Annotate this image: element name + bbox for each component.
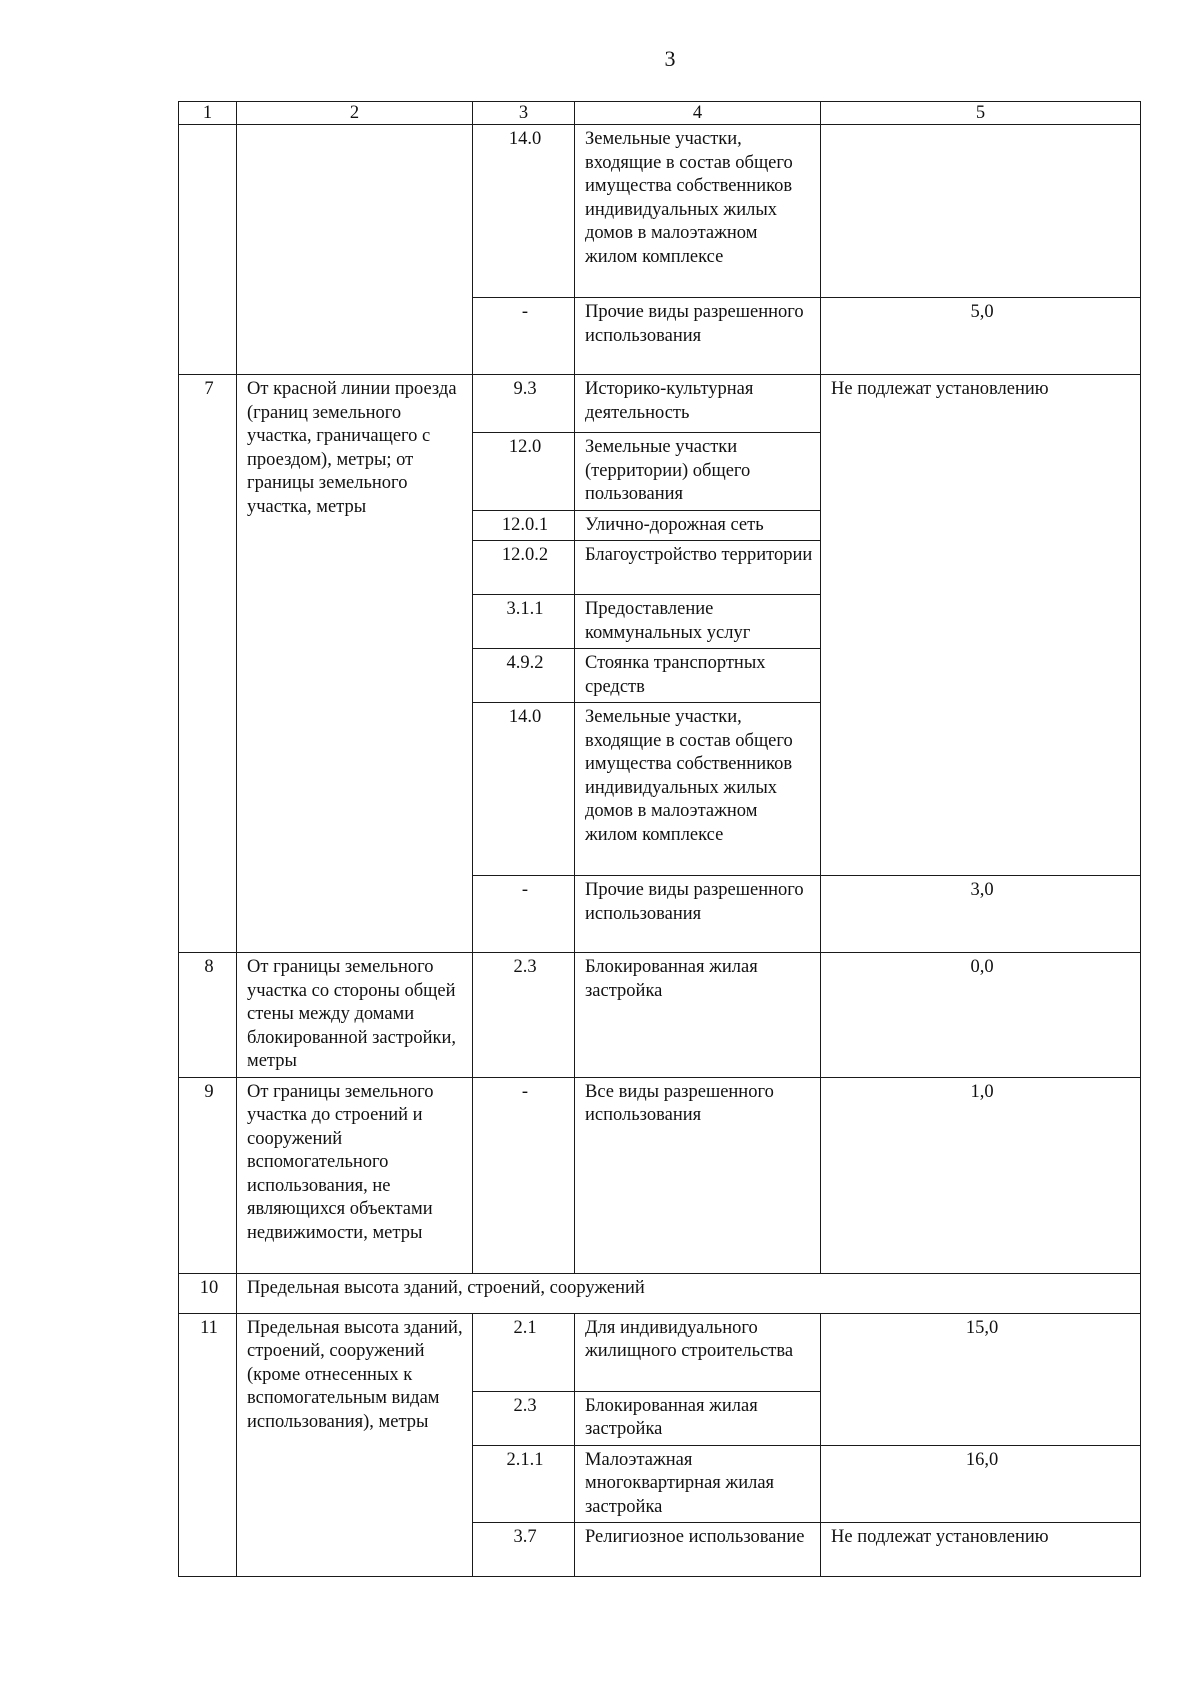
value-cell: 5,0 bbox=[821, 298, 1141, 375]
parameter-cell: От красной линии проезда (границ земельного участка, граничащего с проездом), метры; от границы земельного участка, метры bbox=[237, 375, 473, 953]
regulations-table bbox=[178, 101, 1141, 1577]
header-col-1: 1 bbox=[179, 102, 237, 125]
use-code: 2.3 bbox=[473, 953, 575, 1078]
use-name: Земельные участки, входящие в состав общего имущества собственников индивидуальных жилых домов в малоэтажном жилом комплексе bbox=[575, 703, 821, 876]
value-cell: 15,0 bbox=[821, 1313, 1141, 1445]
header-col-4: 4 bbox=[575, 102, 821, 125]
header-row bbox=[179, 102, 1141, 125]
table-row bbox=[179, 953, 1141, 1078]
table-row bbox=[179, 375, 1141, 433]
value-cell: 16,0 bbox=[821, 1445, 1141, 1523]
table-row bbox=[179, 1273, 1141, 1313]
use-code: 12.0.1 bbox=[473, 510, 575, 541]
row-number: 10 bbox=[179, 1273, 237, 1313]
table-row bbox=[179, 125, 1141, 298]
use-code: - bbox=[473, 298, 575, 375]
use-name: Улично-дорожная сеть bbox=[575, 510, 821, 541]
row-number: 9 bbox=[179, 1077, 237, 1273]
use-name: Стоянка транспортных средств bbox=[575, 649, 821, 703]
use-code: 9.3 bbox=[473, 375, 575, 433]
use-code: 3.1.1 bbox=[473, 595, 575, 649]
value-cell: Не подлежат установлению bbox=[821, 375, 1141, 876]
use-code: 14.0 bbox=[473, 703, 575, 876]
parameter-cell: От границы земельного участка до строений и сооружений вспомогательного использования, не являющихся объектами недвижимости, метры bbox=[237, 1077, 473, 1273]
cont-param-cell bbox=[237, 125, 473, 375]
use-name: Все виды разрешенного использования bbox=[575, 1077, 821, 1273]
table-row bbox=[179, 1313, 1141, 1391]
use-name: Земельные участки, входящие в состав общего имущества собственников индивидуальных жилых домов в малоэтажном жилом комплексе bbox=[575, 125, 821, 298]
cont-num-cell bbox=[179, 125, 237, 375]
page-number: 3 bbox=[664, 46, 676, 71]
value-cell: 0,0 bbox=[821, 953, 1141, 1078]
use-name: Малоэтажная многоквартирная жилая застройка bbox=[575, 1445, 821, 1523]
row-number: 8 bbox=[179, 953, 237, 1078]
use-name: Прочие виды разрешенного использования bbox=[575, 298, 821, 375]
use-name: Земельные участки (территории) общего пользования bbox=[575, 433, 821, 511]
use-code: 12.0.2 bbox=[473, 541, 575, 595]
use-code: - bbox=[473, 1077, 575, 1273]
use-code: 12.0 bbox=[473, 433, 575, 511]
value-cell: 3,0 bbox=[821, 876, 1141, 953]
value-cell bbox=[821, 125, 1141, 298]
parameter-cell: Предельная высота зданий, строений, сооружений (кроме отнесенных к вспомогательным видам использования), метры bbox=[237, 1313, 473, 1577]
use-name: Предоставление коммунальных услуг bbox=[575, 595, 821, 649]
use-name: Блокированная жилая застройка bbox=[575, 953, 821, 1078]
use-name: Прочие виды разрешенного использования bbox=[575, 876, 821, 953]
use-code: 3.7 bbox=[473, 1523, 575, 1577]
header-col-5: 5 bbox=[821, 102, 1141, 125]
use-code: - bbox=[473, 876, 575, 953]
row-number: 7 bbox=[179, 375, 237, 953]
use-code: 2.1.1 bbox=[473, 1445, 575, 1523]
use-name: Блокированная жилая застройка bbox=[575, 1391, 821, 1445]
use-code: 4.9.2 bbox=[473, 649, 575, 703]
section-title: Предельная высота зданий, строений, сооружений bbox=[237, 1273, 1141, 1313]
table-row bbox=[179, 1077, 1141, 1273]
use-name: Религиозное использование bbox=[575, 1523, 821, 1577]
use-code: 2.1 bbox=[473, 1313, 575, 1391]
header-col-2: 2 bbox=[237, 102, 473, 125]
value-cell: 1,0 bbox=[821, 1077, 1141, 1273]
value-cell: Не подлежат установлению bbox=[821, 1523, 1141, 1577]
use-name: Благоустройство территории bbox=[575, 541, 821, 595]
use-name: Историко-культурная деятельность bbox=[575, 375, 821, 433]
use-code: 14.0 bbox=[473, 125, 575, 298]
header-col-3: 3 bbox=[473, 102, 575, 125]
use-name: Для индивидуального жилищного строительства bbox=[575, 1313, 821, 1391]
row-number: 11 bbox=[179, 1313, 237, 1577]
parameter-cell: От границы земельного участка со стороны общей стены между домами блокированной застройки, метры bbox=[237, 953, 473, 1078]
use-code: 2.3 bbox=[473, 1391, 575, 1445]
